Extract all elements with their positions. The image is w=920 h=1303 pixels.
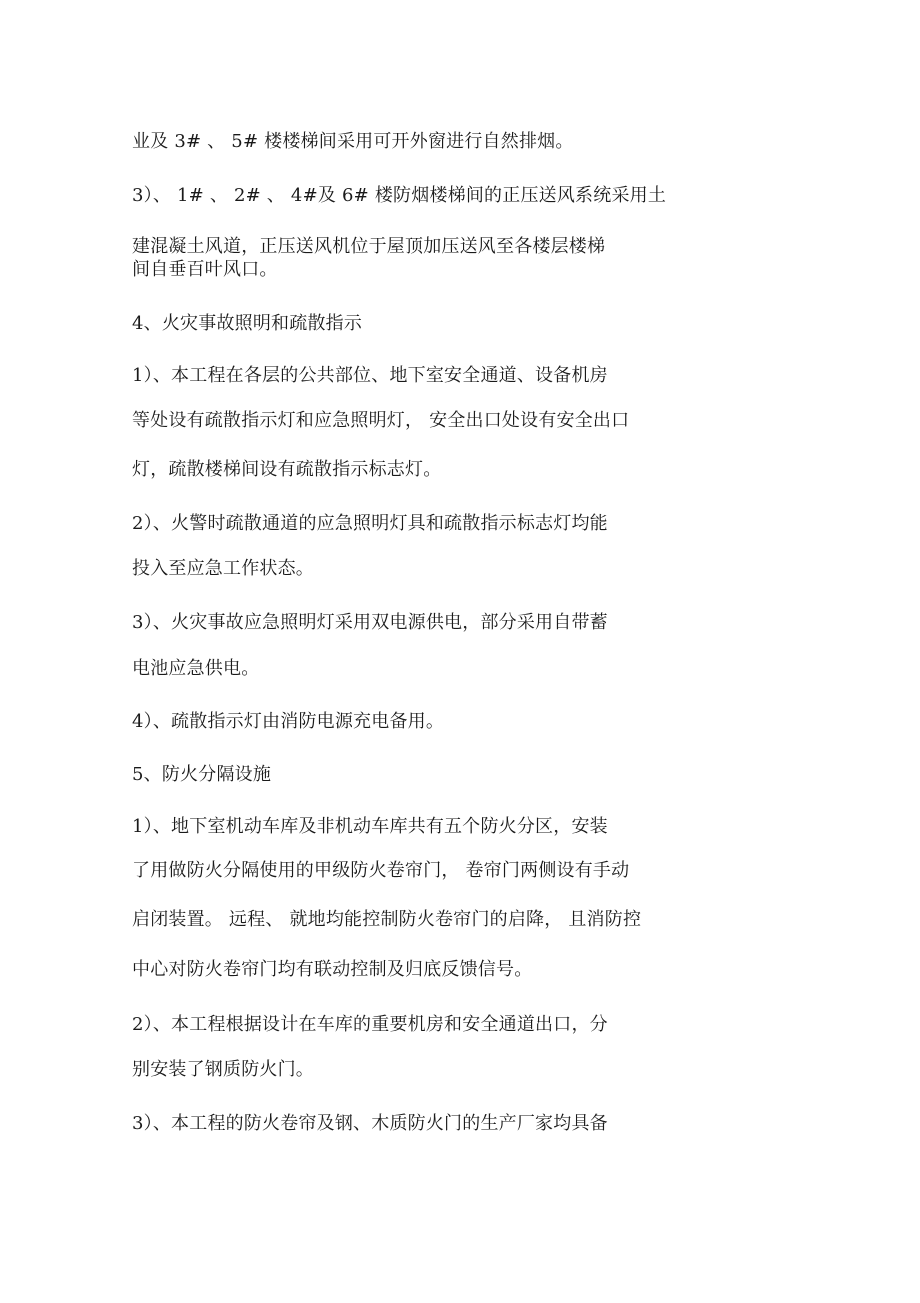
text-line: 2）、本工程根据设计在车库的重要机房和安全通道出口，分 <box>132 1014 608 1035</box>
text-line: 2）、火警时疏散通道的应急照明灯具和疏散指示标志灯均能 <box>132 513 608 534</box>
text-line: 1）、地下室机动车库及非机动车库共有五个防火分区，安装 <box>132 816 608 837</box>
text-line: 中心对防火卷帘门均有联动控制及归底反馈信号。 <box>132 959 533 980</box>
text-line: 业及 3# 、 5# 楼楼梯间采用可开外窗进行自然排烟。 <box>132 131 574 152</box>
text-line: 投入至应急工作状态。 <box>132 558 314 579</box>
text-line: 别安装了钢质防火门。 <box>132 1059 314 1080</box>
text-line: 灯，疏散楼梯间设有疏散指示标志灯。 <box>132 459 442 480</box>
text-line: 3）、本工程的防火卷帘及钢、木质防火门的生产厂家均具备 <box>132 1113 608 1134</box>
text-line: 1）、本工程在各层的公共部位、地下室安全通道、设备机房 <box>132 365 608 386</box>
text-line: 了用做防火分隔使用的甲级防火卷帘门， 卷帘门两侧设有手动 <box>132 860 630 881</box>
text-line: 4）、疏散指示灯由消防电源充电备用。 <box>132 711 445 732</box>
text-line: 启闭装置。 远程、 就地均能控制防火卷帘门的启降， 且消防控 <box>132 909 642 930</box>
text-line: 等处设有疏散指示灯和应急照明灯， 安全出口处设有安全出口 <box>132 410 630 431</box>
text-line: 建混凝土风道，正压送风机位于屋顶加压送风至各楼层楼梯 <box>132 236 606 257</box>
text-line: 3）、火灾事故应急照明灯采用双电源供电，部分采用自带蓄 <box>132 612 608 633</box>
section-heading: 4、火灾事故照明和疏散指示 <box>132 313 363 334</box>
text-line: 间自垂百叶风口。 <box>132 259 278 280</box>
text-line: 3）、 1# 、 2# 、 4#及 6# 楼防烟楼梯间的正压送风系统采用土 <box>132 185 667 206</box>
section-heading: 5、防火分隔设施 <box>132 764 272 785</box>
text-line: 电池应急供电。 <box>132 658 260 679</box>
